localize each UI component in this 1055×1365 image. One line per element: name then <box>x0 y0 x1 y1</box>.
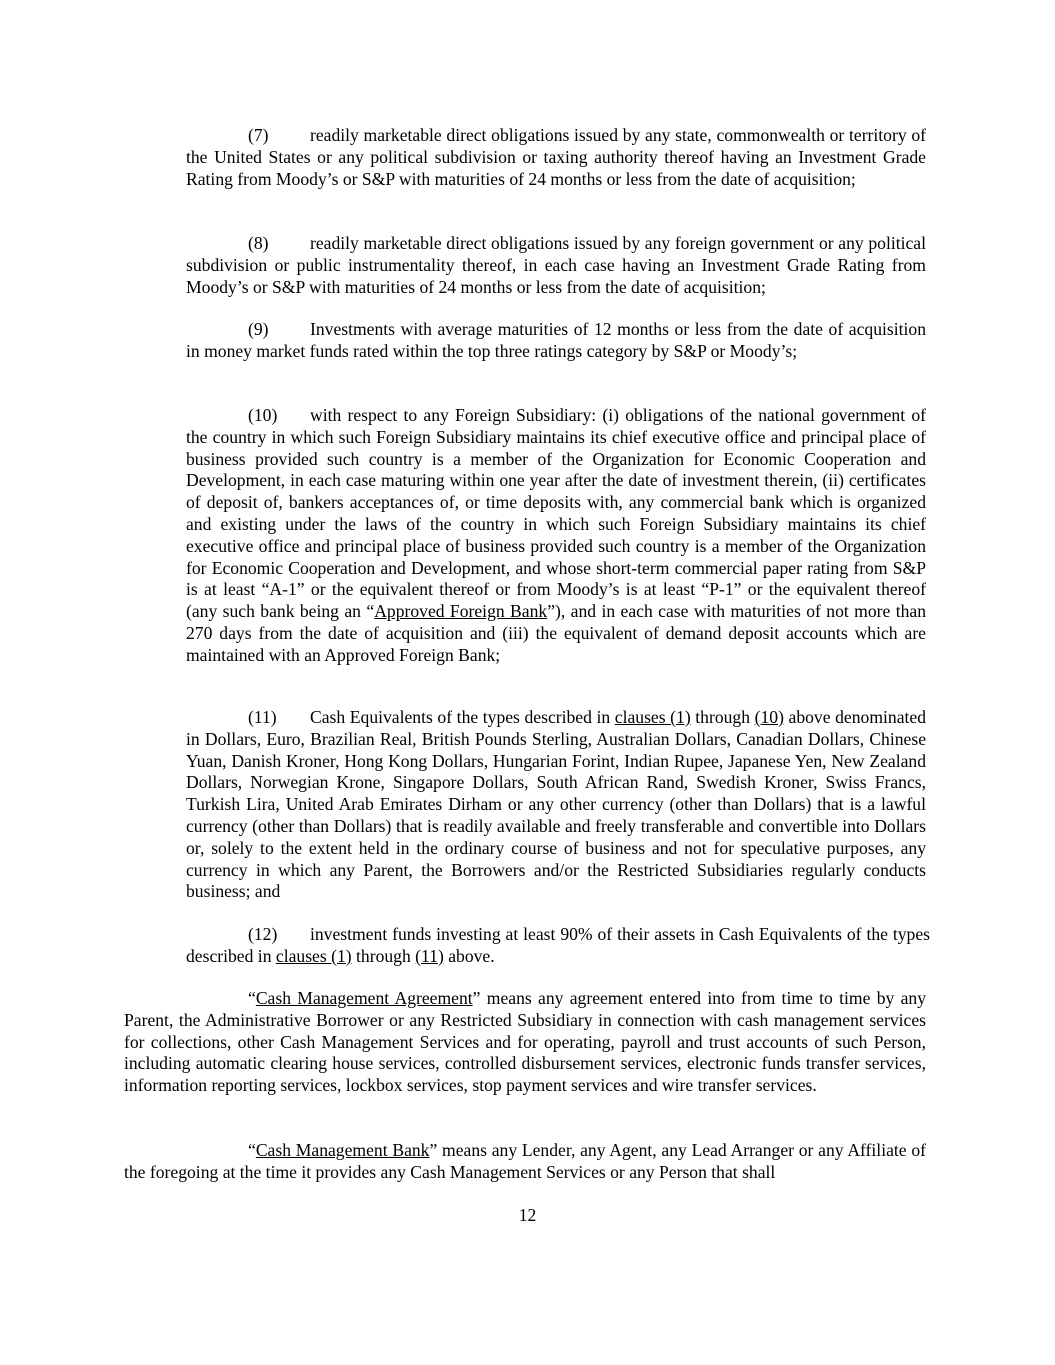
clause-text: readily marketable direct obligations issued by any state, commonwealth or territory of the United States or any political subdivision or taxing authority thereof having an Investment Grade Rating from Moody’s or S&P with maturities of 24 months or less from the date of acquisition; <box>186 125 926 189</box>
clause-11 <box>186 707 926 903</box>
cross-reference: clauses (1) <box>275 945 352 966</box>
cross-reference: clauses (1) <box>614 707 691 727</box>
clause-text: Cash Equivalents of the types described in <box>310 707 615 727</box>
cross-reference: (10) <box>754 707 784 727</box>
clause-8 <box>186 233 926 298</box>
clause-text: ”), and in each case with maturities of not more than 270 days from the date of acquisition and (iii) the equivalent of demand deposit accounts which are maintained with an Approved Foreign Bank; <box>186 601 926 665</box>
clause-number: (9) <box>248 319 269 339</box>
clause-text: above. <box>443 945 495 966</box>
clause-number: (7) <box>248 125 269 145</box>
defined-term: Cash Management Bank <box>255 1140 430 1160</box>
clause-number: (10) <box>248 405 278 425</box>
definition-text: ” means any agreement entered into from time to time by any Parent, the Administrative Borrower or any Restricted Subsidiary in connection with cash management services for collections, other Cash Management Services and for operating, payroll and trust accounts of such Person, including automatic clearing house services, controlled disbursement services, electronic funds transfer services, information reporting services, lockbox services, stop payment services and wire transfer services. <box>124 988 926 1096</box>
clause-7 <box>186 125 926 190</box>
definition-text: ” means any Lender, any Agent, any Lead Arranger or any Affiliate of the foregoing at the time it provides any Cash Management Services or any Person that shall <box>124 1140 926 1182</box>
clause-text: with respect to any Foreign Subsidiary: (i) obligations of the national government of the country in which such Foreign Subsidiary maintains its chief executive office and principal place of business provided such country is a member of the Organization for Economic Cooperation and Development, in each case maturing within one year after the date of investment therein, (ii) certificates of deposit of, bankers acceptances of, or time deposits with, any commercial bank which is organized and existing under the laws of the country in which such Foreign Subsidiary maintains its chief executive office and principal place of business provided such country is a member of the Organization for Economic Cooperation and Development, and whose short-term commercial paper rating from S&P is at least “A-1” or the equivalent thereof or from Moody’s is at least “P-1” or the equivalent thereof (any such bank being an “ <box>186 405 926 622</box>
page-number: 12 <box>518 1205 537 1225</box>
definition-cash-management-agreement <box>124 988 926 1097</box>
clause-text: investment funds investing at least 90% of their assets in Cash Equivalents of the types described in <box>186 924 930 966</box>
clause-text: above denominated in Dollars, Euro, Brazilian Real, British Pounds Sterling, Australian Dollars, Canadian Dollars, Chinese Yuan, Danish Kroner, Hong Kong Dollars, Hungarian Forint, Indian Rupee, Japanese Yen, New Zealand Dollars, Norwegian Krone, Singapore Dollars, South African Rand, Swedish Kroner, Swiss Francs, Turkish Lira, United Arab Emirates Dirham or any other currency (other than Dollars) that is a lawful currency (other than Dollars) that is readily available and freely transferable and convertible into Dollars or, solely to the extent held in the ordinary course of business and not for speculative purposes, any currency in which any Parent, the Borrowers and/or the Restricted Subsidiaries regularly conducts business; and <box>186 707 927 902</box>
clause-number: (12) <box>248 924 278 944</box>
clause-text: Investments with average maturities of 12 months or less from the date of acquisition in money market funds rated within the top three ratings category by S&P or Moody’s; <box>186 319 926 361</box>
clause-9 <box>186 319 926 363</box>
clause-text: through <box>690 707 755 727</box>
defined-term: Cash Management Agreement <box>255 988 473 1008</box>
clause-number: (8) <box>248 233 269 253</box>
cross-reference: (11) <box>415 945 444 966</box>
definition-cash-management-bank <box>124 1140 926 1184</box>
clause-text: readily marketable direct obligations issued by any foreign government or any political subdivision or public instrumentality thereof, in each case having an Investment Grade Rating from Moody’s or S&P with maturities of 24 months or less from the date of acquisition; <box>186 233 926 297</box>
clause-12 <box>186 924 930 968</box>
open-quote: “ <box>248 1140 256 1160</box>
clause-10 <box>186 405 926 667</box>
defined-term: Approved Foreign Bank <box>374 601 548 622</box>
clause-text: through <box>351 945 416 966</box>
open-quote: “ <box>248 988 256 1008</box>
clause-number: (11) <box>248 707 277 727</box>
